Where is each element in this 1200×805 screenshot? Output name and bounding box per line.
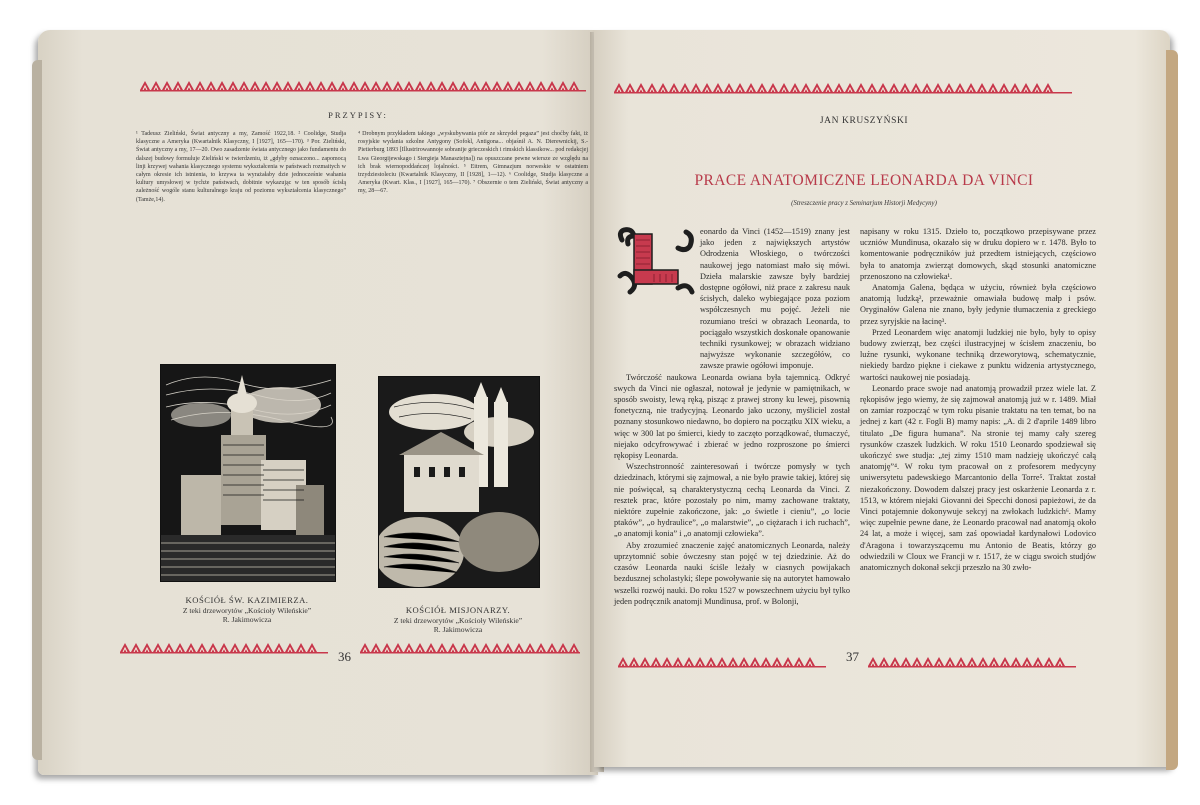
ornament-motif: [922, 83, 943, 92]
ornament-motif: [382, 643, 403, 652]
caption-woodcut-1: [150, 596, 344, 625]
ornament-motif: [296, 643, 317, 652]
col2-para-3: Przed Leonardem więc anatomji ludzkiej nie było, były to opisy budowy zwierząt, bez części ilustracyjnej w ścisłem znaczeniu, bo luźne rysunki, wykonane techniką drzeworytową, schematycznie, niekiedy bardzo piękne i ciekawe z punktu widzenia artystycznego, wartości naukowej nie posiadają.: [860, 327, 1096, 382]
ornament-motif: [536, 81, 557, 90]
ornament-motif: [492, 643, 513, 652]
ornament-motif: [404, 81, 425, 90]
ornament-motif: [724, 83, 745, 92]
ornament-motif: [900, 83, 921, 92]
ornament-motif: [162, 81, 183, 90]
ornament-motif: [558, 643, 579, 652]
ornament-motif: [206, 81, 227, 90]
col1-para-3: Wszechstronność zainteresowań i twórcze pomysły w tych dziedzinach, którymi się zajmował, a nie było prawie takiej, której się nie poświęcał, są charakterystyczną cechą Leonarda da Vinci. Z resztek prac, które pozostały po nim, mamy zachowane traktaty, niektóre zupełnie zakończone, jak: „o świetle i cieniu”, „o locie ptaków”, „o hydraulice”, „o malarstwie”, „o ciężarach i ich ruchach”, „o anatomji konia” i „o anatomji człowieka”.: [614, 462, 850, 539]
ornament-motif: [768, 83, 789, 92]
ornament-motif: [316, 81, 337, 90]
article-column-2: [860, 226, 1096, 573]
right-page: [594, 30, 1170, 767]
ornament-motif: [186, 643, 207, 652]
ornament-motif: [728, 657, 749, 666]
ornament-motif: [1022, 657, 1043, 666]
caption-woodcut-2: [358, 606, 558, 635]
article-title: PRACE ANATOMICZNE LEONARDA DA VINCI: [694, 172, 1034, 189]
ornament-motif: [658, 83, 679, 92]
ornament-motif: [1010, 83, 1031, 92]
page-number-left: 36: [338, 649, 351, 664]
ornament-motif: [558, 81, 579, 90]
ornament-motif: [208, 643, 229, 652]
ornament-motif: [492, 81, 513, 90]
ornament-motif: [230, 643, 251, 652]
ornament-motif: [514, 81, 535, 90]
ornament-motif: [988, 83, 1009, 92]
ornament-motif: [228, 81, 249, 90]
ornament-motif: [702, 83, 723, 92]
ornament-motif: [404, 643, 425, 652]
ornament-motif: [746, 83, 767, 92]
left-page: [38, 30, 598, 775]
ornament-motif: [912, 657, 933, 666]
article-column-1: [614, 226, 850, 607]
ornament-motif: [834, 83, 855, 92]
ornament-motif: [794, 657, 815, 666]
ornament-motif: [360, 81, 381, 90]
ornament-motif: [856, 83, 877, 92]
col2-para-2: Anatomja Galena, będąca w użyciu, również była częściowo anatomją ludzką², przeważnie omawiała budowę małp i psów. Oryginałów Galena nie znano, były jedynie tłumaczenia z greckiego przez syryjskie na łacinę³.: [860, 283, 1096, 326]
col1-para-4: Aby zrozumieć znaczenie zajęć anatomicznych Leonarda, należy uprzytomnić sobie ówczesny stan pojęć w tej dziedzinie. Aż do czasów Leonarda nauki ściśle leżały w ciasnych powijakach bezdusznej scholastyki; ślepe powoływanie się na autorytet hamowało wszelki rozwój nauki. Do roku 1527 w powszechnem użyciu był tylko jeden podręcznik anatomji Mundinusa, prof. w Bolonji,: [614, 540, 850, 606]
caption-2-author: R. Jakimowicza: [433, 625, 483, 634]
page-number-right: 37: [846, 649, 859, 664]
ornament-motif: [1044, 657, 1065, 666]
ornament-motif: [662, 657, 683, 666]
woodcut-image-missionaries-church: [378, 376, 540, 588]
bottom-ornament-border-left-a: [120, 640, 328, 654]
ornament-motif: [140, 81, 161, 90]
ornament-motif: [878, 83, 899, 92]
ornament-motif: [636, 83, 657, 92]
right-page-edge: [1166, 50, 1178, 770]
bottom-ornament-border-right-a: [618, 654, 826, 668]
footnotes-column-1: ¹ Tadeusz Zieliński, Świat antyczny a my, Zamość 1922,18. ² Coolidge, Studja klasyczne a Ameryka (Kwartalnik Klasyczny, I [1927], 165—170). ³ Por. Zieliński, Świat antyczny a my, 17—20. Owo zasadzenie świata antycznego jako fundamentu do dalszej budowy formuluje Zieliński w twierdzeniu, iż „gdyby oznaczono... zapomocą linji krzywej wahania klasycznego systemu wykształcenia w państwach rozmaitych w całym okresie ich istnienia, to krzywa ta wyrażałaby dzie jednocześnie wahania kultury umysłowej w tychże państwach, dobitnie wykazując w ten sposób ścisłą zależność wogóle stanu kulturalnego kraju od poziomu wykształcenia klasycznego” (Tamże,14).: [136, 131, 346, 203]
ornament-motif: [470, 643, 491, 652]
ornament-motif: [868, 657, 889, 666]
ornament-motif: [448, 81, 469, 90]
ornament-motif: [812, 83, 833, 92]
ornament-motif: [956, 657, 977, 666]
ornament-motif: [790, 83, 811, 92]
ornament-motif: [966, 83, 987, 92]
ornament-motif: [426, 81, 447, 90]
caption-1-title: KOŚCIÓŁ ŚW. KAZIMIERZA.: [185, 595, 309, 605]
caption-2-source: Z teki drzeworytów „Kościoły Wileńskie”: [393, 615, 523, 625]
ornament-motif: [640, 657, 661, 666]
ornament-motif: [750, 657, 771, 666]
left-page-edge: [32, 60, 42, 760]
caption-1-source: Z teki drzeworytów „Kościoły Wileńskie”: [182, 605, 312, 615]
ornament-motif: [274, 643, 295, 652]
ornament-motif: [680, 83, 701, 92]
ornament-motif: [1000, 657, 1021, 666]
ornament-motif: [536, 643, 557, 652]
ornament-motif: [684, 657, 705, 666]
ornament-motif: [294, 81, 315, 90]
article-subtitle: (Streszczenie pracy z Seminarjum Historji Medycyny): [791, 200, 937, 207]
ornament-motif: [250, 81, 271, 90]
ornament-motif: [978, 657, 999, 666]
ornament-motif: [252, 643, 273, 652]
ornament-motif: [448, 643, 469, 652]
col2-para-1: napisany w roku 1315. Dzieło to, początkowo przepisywane przez uczniów Mundinusa, okazało się w druku dopiero w r. 1478. Było to komentowanie podręczników już przedtem istniejących, częściowo była to anatomja zwierząt domowych, skąd stosunki anatomiczne przenoszono na człowieka¹.: [860, 227, 1096, 281]
ornament-motif: [890, 657, 911, 666]
footnotes-column-2: ⁴ Drobnym przykładem takiego „wyskubywania piór ze skrzydeł pegaza” jest choćby fakt, iż rosyjskie wydania szkolne Antygony (Sofokl, Antigona... objaśnił A. N. Dierewnickij, S.-Pietierburg 1893 [Illustrirowannoje sobranije grieczeskich i rimskich klassikow... pod redakcjej Lwa Gieorgijewskago i Siergieja Manasztejna]) na opuszczane pewne wiersze ze względu na ich brak wiernopoddańczej lojalności. ⁵ Eitrem, Gimnazjum norweskie w ostatniem trzydziestoleciu (Kwartalnik Klasyczny, II [1928], 1—12). ⁶ Coolidge, Studja klasyczne a Ameryka (Kwart. Klas., I [1927], 165—170). ⁷ Obszernie o tem Zieliński, Świat antyczny a my, 28—67.: [358, 131, 588, 195]
col1-para-1-text: eonardo da Vinci (1452—1519) znany jest jako jeden z największych artystów Odrodzenia Włoskiego, o twórczości naukowej jego natomiast mało się mówi. Dzieła malarskie zawsze były bardziej dostępne ogółowi, niż prace z zakresu nauk ścisłych, daleko wybiegające poza poziom współczesnych mu pojęć. Jeżeli nie rozumiano treści w obrazach Leonarda, to pociągało wszystkich doskonałe opanowanie techniki rysunkowej; w obrazach widziano najwyższe wykonanie szczegółów, co zawsze prawie ogółowi imponuje.: [700, 227, 850, 371]
ornament-motif: [382, 81, 403, 90]
woodcut-image-st-casimir: [160, 364, 336, 582]
ornament-motif: [272, 81, 293, 90]
bottom-ornament-border-right-b: [868, 654, 1076, 668]
notes-heading: PRZYPISY:: [328, 110, 388, 120]
ornament-motif: [470, 81, 491, 90]
ornament-motif: [514, 643, 535, 652]
author-name: JAN KRUSZYŃSKI: [819, 116, 909, 126]
col1-para-2: Twórczość naukowa Leonarda owiana była tajemnicą. Odkryć swych da Vinci nie ogłaszał, notował je jedynie w pamiętnikach, w sposób swoisty, lewą ręką, pisząc z prawej strony ku lewej, pisownią fonetyczną, nie tradycyjną. Leonardo jako uczony, myśliciel został poznany stosunkowo niedawno, bo dopiero na początku XIX wieku, a więc w 300 lat po śmierci, kiedy to zaczęto porządkować, tłumaczyć, niejako odcyfrowywać i zbierać w jedno rozproszone po śmierci rękopisy Leonarda.: [614, 372, 850, 461]
top-ornament-border-right: [614, 80, 1072, 94]
ornament-motif: [706, 657, 727, 666]
ornament-motif: [934, 657, 955, 666]
ornament-motif: [142, 643, 163, 652]
col2-para-4: Leonardo prace swoje nad anatomją prowadził przez wiele lat. Z rękopisów jego wiemy, że się zajmował anatomją już w r. 1489. Miał on zamiar rozpocząć w tym roku pisanie traktatu na ten temat, bo na jednej z kart (42 r. Fogli B) mamy napis: „A. di 2 d'aprile 1489 libro titulato „De figura humana”. Na stronie tej mamy cały szereg rysunków czaszek ludzkich. W roku 1510 Leonardo spodziewał się ukończyć swe studja: „tej zimy 1510 mam nadzieję ukończyć całą anatomję”⁴. W roku tym pracował on z profesorem medycyny uniwersytetu padewskiego Marcantonio della Torre⁵. Traktat został niezakończony. Dowodem dalszej pracy jest oskarżenie Leonarda z r. 1513, w którem niejaki Giovanni dei Specchi donosi papieżowi, że da Vinci potajemnie dokonywuje sekcyj na zwłokach ludzkich⁶. Mamy więc zupełnie pewne dane, że Leonardo pracował nad anatomją około 24 lat, a może i więcej, sam zaś opowiadał kardynałowi Lodovico d'Aragona i towarzyszącemu mu Antonio de Beatis, którzy go odwiedzili w Cloux we Francji w r. 1517, że w ciągu swoich studjów anatomicznych dokonał sekcji przeszło na 30 zwło-: [860, 383, 1096, 573]
top-ornament-border: [140, 78, 586, 92]
ornament-motif: [360, 643, 381, 652]
ornament-motif: [120, 643, 141, 652]
ornament-motif: [338, 81, 359, 90]
ornament-motif: [426, 643, 447, 652]
ornament-motif: [944, 83, 965, 92]
ornament-motif: [618, 657, 639, 666]
ornament-motif: [1032, 83, 1053, 92]
bottom-ornament-border-left-b: [360, 640, 580, 654]
ornament-motif: [184, 81, 205, 90]
caption-2-title: KOŚCIÓŁ MISJONARZY.: [405, 605, 511, 615]
ornament-motif: [772, 657, 793, 666]
col1-para-1: [614, 226, 850, 372]
caption-1-author: R. Jakimowicza: [222, 615, 272, 624]
ornament-motif: [614, 83, 635, 92]
ornament-motif: [164, 643, 185, 652]
